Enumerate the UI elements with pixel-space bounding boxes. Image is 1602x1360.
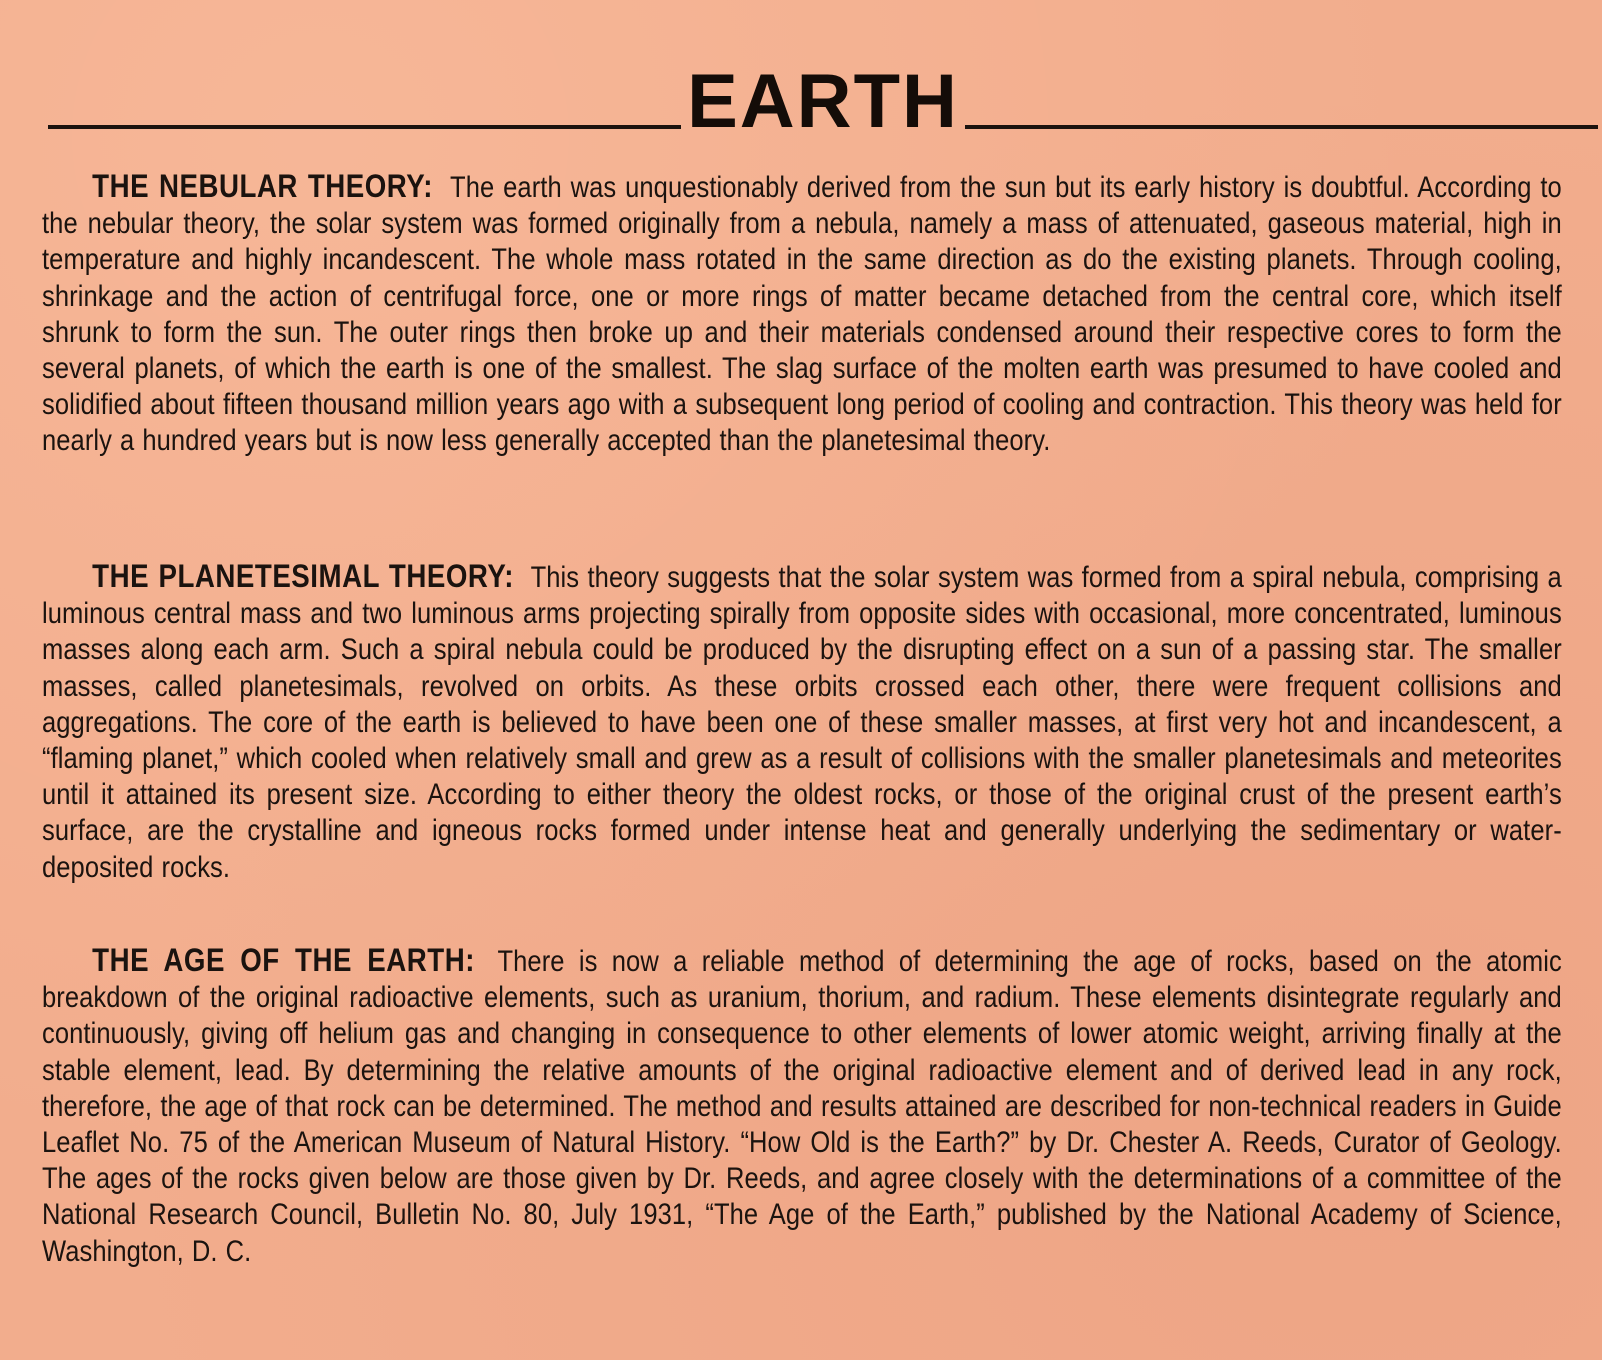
section-heading: THE AGE OF THE EARTH:: [92, 942, 475, 978]
section-heading: THE NEBULAR THEORY:: [92, 168, 433, 204]
title-row: [48, 59, 1598, 144]
section-age-of-earth: [42, 942, 1562, 1270]
section-text: The earth was unquestionably derived from the sun but its early history is doubtful. According to the nebular theory, the solar system was formed originally from a nebula, namely a mass of attenuated, gaseous material, high in temperature and highly incandescent. The whole mass rotated in the same direction as do the existing planets. Through cooling, shrinkage and the action of centrifugal force, one or more rings of matter became detached from the central core, which itself shrunk to form the sun. The outer rings then broke up and their materials condensed around their respective cores to form the several planets, of which the earth is one of the smallest. The slag surface of the molten earth was presumed to have cooled and solidified about fifteen thousand million years ago with a subsequent long period of cooling and contraction. This theory was held for nearly a hundred years but is now less generally accepted than the planetesimal theory.: [42, 171, 1562, 458]
page-title: EARTH: [687, 59, 959, 144]
section-planetesimal-theory: [42, 558, 1562, 886]
section-text: There is now a reliable method of determining the age of rocks, based on the atomic breakdown of the original radioactive elements, such as uranium, thorium, and radium. These elements disintegrate regularly and continuously, giving off helium gas and changing in consequence to other elements of lower atomic weight, arriving finally at the stable element, lead. By determining the relative amounts of the original radioactive element and of derived lead in any rock, therefore, the age of that rock can be determined. The method and results attained are described for non-technical readers in Guide Leaflet No. 75 of the American Museum of Natural History. “How Old is the Earth?” by Dr. Chester A. Reeds, Curator of Geology. The ages of the rocks given below are those given by Dr. Reeds, and agree closely with the determinations of a committee of the National Research Council, Bulletin No. 80, July 1931, “The Age of the Earth,” published by the National Academy of Science, Washington, D. C.: [42, 945, 1562, 1268]
section-text: This theory suggests that the solar system was formed from a spiral nebula, comprising a luminous central mass and two luminous arms projecting spirally from opposite sides with occasional, more concentrated, luminous masses along each arm. Such a spiral nebula could be produced by the disrupting effect on a sun of a passing star. The smaller masses, called planetesimals, revolved on orbits. As these orbits crossed each other, there were frequent collisions and aggregations. The core of the earth is believed to have been one of these smaller masses, at first very hot and incandescent, a “flaming planet,” which cooled when relatively small and grew as a result of collisions with the smaller planetesimals and meteorites until it attained its present size. According to either theory the oldest rocks, or those of the original crust of the present earth’s surface, are the crystalline and igneous rocks formed under intense heat and generally underlying the sedimentary or water-deposited rocks.: [42, 561, 1562, 884]
section-nebular-theory: [42, 168, 1562, 460]
section-heading: THE PLANETESIMAL THEORY:: [92, 558, 515, 594]
title-rule-right: [965, 125, 1598, 129]
title-rule-left: [48, 125, 681, 129]
